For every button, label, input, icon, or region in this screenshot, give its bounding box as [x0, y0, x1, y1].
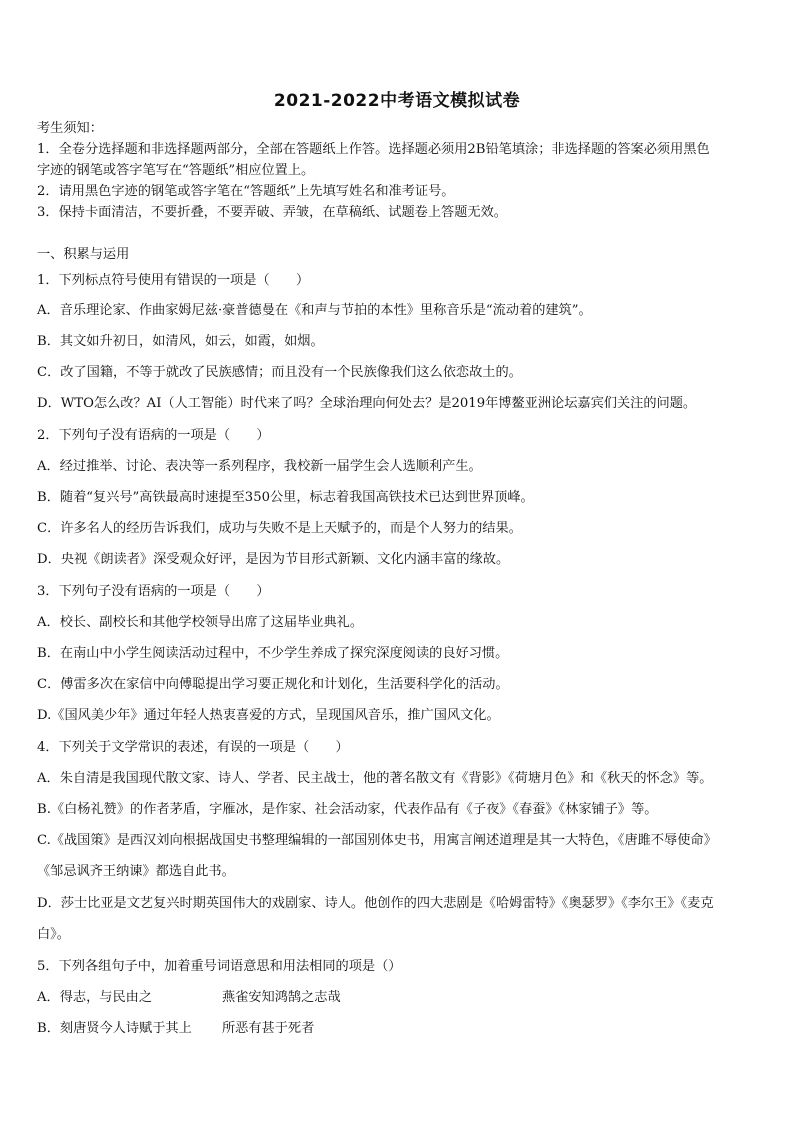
option-d: D．央视《朗读者》深受观众好评，是因为节目形式新颖、文化内涵丰富的缘故。 [37, 552, 510, 567]
option-a [37, 989, 762, 1007]
option-d: D．莎士比亚是文艺复兴时期英国伟大的戏剧家、诗人。他创作的四大悲剧是《哈姆雷特》《奥瑟罗》《李尔王》《麦克 [37, 896, 714, 911]
option-b: B．随着“复兴号”高铁最高时速提至350公里，标志着我国高铁技术已达到世界顶峰。 [37, 490, 534, 505]
option-b: B．在南山中小学生阅读活动过程中，不少学生养成了探究深度阅读的良好习惯。 [37, 646, 509, 661]
option-b-sentence-2: 所恶有甚于死者 [222, 1021, 315, 1036]
question-stem: 2．下列句子没有语病的一项是（ ） [37, 428, 270, 443]
notice-item: 2．请用黑色字迹的钢笔或答字笔在“答题纸”上先填写姓名和准考证号。 [37, 184, 455, 199]
option-c-continued: 《邹忌讽齐王纳谏》都选自此书。 [37, 864, 235, 879]
question-stem: 3．下列句子没有语病的一项是（ ） [37, 584, 270, 599]
option-b: B．其文如升初日，如清风，如云，如霞，如烟。 [37, 334, 324, 349]
section-heading: 一、积累与运用 [37, 247, 130, 262]
option-d-continued: 白》。 [37, 927, 70, 942]
option-b-sentence-1: B．刻唐贤今人诗赋于其上 [37, 1021, 192, 1036]
page-title: 2021-2022中考语文模拟试卷 [273, 91, 521, 111]
question-stem: 1．下列标点符号使用有错误的一项是（ ） [37, 273, 310, 288]
notice-heading: 考生须知： [37, 121, 103, 136]
option-a: A．朱自清是我国现代散文家、诗人、学者、民主战士，他的著名散文有《背影》《荷塘月色》和《秋天的怀念》等。 [37, 771, 713, 786]
question-stem: 4．下列关于文学常识的表述，有误的一项是（ ） [37, 740, 349, 755]
option-a-sentence-1: A．得志，与民由之 [37, 990, 153, 1005]
notice-item: 3．保持卡面清洁，不要折叠，不要弄破、弄皱，在草稿纸、试题卷上答题无效。 [37, 205, 507, 220]
notice-item: 字迹的钢笔或答字笔写在“答题纸”相应位置上。 [37, 163, 315, 178]
option-c: C．改了国籍，不等于就改了民族感情；而且没有一个民族像我们这么依恋故土的。 [37, 365, 522, 380]
option-a: A．校长、副校长和其他学校领导出席了这届毕业典礼。 [37, 615, 364, 630]
option-a: A．音乐理论家、作曲家姆尼兹·豪普德曼在《和声与节拍的本性》里称音乐是“流动着的建筑”。 [37, 303, 592, 318]
option-a-sentence-2: 燕雀安知鸿鹄之志哉 [222, 990, 341, 1005]
option-c: C.《战国策》是西汉刘向根据战国史书整理编辑的一部国别体史书，用寓言阐述道理是其一大特色，《唐雎不辱使命》 [37, 833, 717, 848]
option-c: C．傅雷多次在家信中向傅聪提出学习要正规化和计划化，生活要科学化的活动。 [37, 677, 509, 692]
option-b: B.《白杨礼赞》的作者茅盾，字雁冰，是作家、社会活动家，代表作品有《子夜》《春蚕》《林家铺子》等。 [37, 802, 658, 817]
option-d: D．WTO怎么改？AI（人工智能）时代来了吗？全球治理向何处去？是2019年博鳌亚洲论坛嘉宾们关注的问题。 [37, 396, 697, 411]
question-stem: 5．下列各组句子中，加着重号词语意思和用法相同的项是（） [37, 959, 402, 974]
option-b [37, 1020, 762, 1038]
option-d: D.《国风美少年》通过年轻人热衷喜爱的方式，呈现国风音乐，推广国风文化。 [37, 708, 500, 723]
option-a: A．经过推举、讨论、表决等一系列程序，我校新一届学生会人选顺利产生。 [37, 459, 482, 474]
notice-item: 1．全卷分选择题和非选择题两部分，全部在答题纸上作答。选择题必须用2B铅笔填涂；非选择题的答案必须用黑色 [37, 142, 710, 157]
option-c: C．许多名人的经历告诉我们，成功与失败不是上天赋予的，而是个人努力的结果。 [37, 521, 522, 536]
